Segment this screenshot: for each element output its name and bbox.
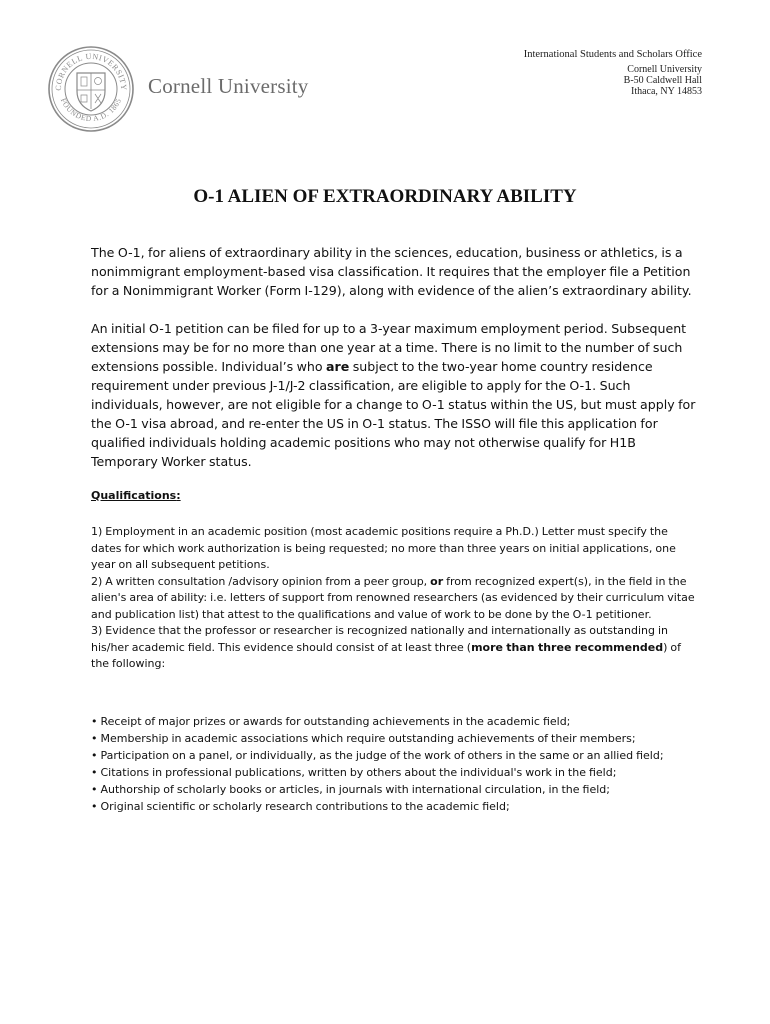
bullet-icon: •	[91, 766, 98, 779]
petition-paragraph	[91, 319, 697, 471]
paragraph-2-bold: are	[326, 359, 350, 374]
office-name: International Students and Scholars Office	[523, 49, 702, 60]
bullet-text: Original scientific or scholarly research contributions to the academic field;	[100, 800, 510, 813]
qualification-3-part-1: 3) Evidence that the professor or researcher is recognized nationally and internationally as outstanding in his/her academic field. This evidence should consist of at least three (	[91, 624, 668, 654]
svg-text:FOUNDED A.D. 1865: FOUNDED A.D. 1865	[58, 96, 124, 124]
qualification-3-part-2: ) of the following:	[91, 640, 682, 670]
university-name: Cornell University	[148, 74, 309, 98]
list-item	[91, 747, 697, 764]
intro-paragraph	[91, 243, 697, 300]
paragraph-2-part-2: subject to the two-year home country residence requirement under previous J-1/J-2 classification, are eligible to apply for the O-1. Such individuals, however, are not eligible for a change to O-1 status within the US, but must apply for the O-1 visa abroad, and re-enter the US in O-1 status. The ISSO will file this application for qualified individuals holding academic positions who may not otherwise qualify for H1B Temporary Worker status.	[91, 359, 696, 469]
qualification-3-bold: more than three recommended	[471, 640, 664, 654]
svg-text:CORNELL UNIVERSITY: CORNELL UNIVERSITY	[53, 51, 129, 91]
list-item	[91, 713, 697, 730]
qualification-2-bold: or	[430, 574, 444, 588]
qualifications-heading	[91, 489, 181, 502]
bullet-text: Citations in professional publications, written by others about the individual's work in the field;	[100, 766, 617, 779]
evidence-bullet-list	[91, 713, 697, 815]
qualifications-list	[91, 524, 697, 673]
qualification-2-part-1: 2) A written consultation /advisory opinion from a peer group,	[91, 574, 431, 588]
bullet-text: Participation on a panel, or individually, as the judge of the work of others in the same or an allied field;	[100, 749, 664, 762]
list-item	[91, 730, 697, 747]
list-item	[91, 764, 697, 781]
office-address-block	[524, 48, 702, 97]
address-line-1: Cornell University	[627, 64, 702, 75]
qualifications-heading-text: Qualifications	[91, 489, 177, 502]
qualification-2-part-2: from recognized expert(s), in the field in the alien's area of ability: i.e. letters of support from renowned researchers (as evidenced by their curriculum vitae and publication list) that attest to the qualifications and value of work to be done by the O-1 petitioner.	[91, 574, 695, 621]
qualification-item-2	[91, 574, 697, 624]
document-title: O-1 ALIEN OF EXTRAORDINARY ABILITY	[193, 186, 577, 207]
bullet-text: Receipt of major prizes or awards for outstanding achievements in the academic field;	[100, 715, 571, 728]
bullet-icon: •	[91, 715, 98, 728]
bullet-text: Authorship of scholarly books or articles, in journals with international circulation, in the field;	[100, 783, 610, 796]
paragraph-1-text: The O-1, for aliens of extraordinary ability in the sciences, education, business or athletics, is a nonimmigrant employment-based visa classification. It requires that the employer file a Petition for a Nonimmigrant Worker (Form I-129), along with evidence of the alien’s extraordinary ability.	[91, 245, 692, 298]
cornell-seal-logo	[47, 45, 135, 133]
qualifications-colon: :	[176, 489, 181, 502]
qualification-item-3	[91, 623, 697, 673]
bullet-icon: •	[91, 800, 98, 813]
bullet-icon: •	[91, 732, 98, 745]
paragraph-2-text	[91, 319, 697, 471]
address-line-3: Ithaca, NY 14853	[631, 86, 702, 97]
address-line-2: B-50 Caldwell Hall	[623, 75, 702, 86]
bullet-text: Membership in academic associations which require outstanding achievements of their members;	[100, 732, 636, 745]
bullet-icon: •	[91, 749, 98, 762]
list-item	[91, 798, 697, 815]
list-item	[91, 781, 697, 798]
qualification-item-1: 1) Employment in an academic position (most academic positions require a Ph.D.) Letter must specify the dates for which work authorization is being requested; no more than three years on initial applications, one year on all subsequent petitions.	[91, 525, 676, 571]
bullet-icon: •	[91, 783, 98, 796]
paragraph-2-part-1: An initial O-1 petition can be filed for up to a 3-year maximum employment period. Subsequent extensions may be for no more than one year at a time. There is no limit to the number of such extensions possible. Individual’s who	[91, 321, 687, 374]
